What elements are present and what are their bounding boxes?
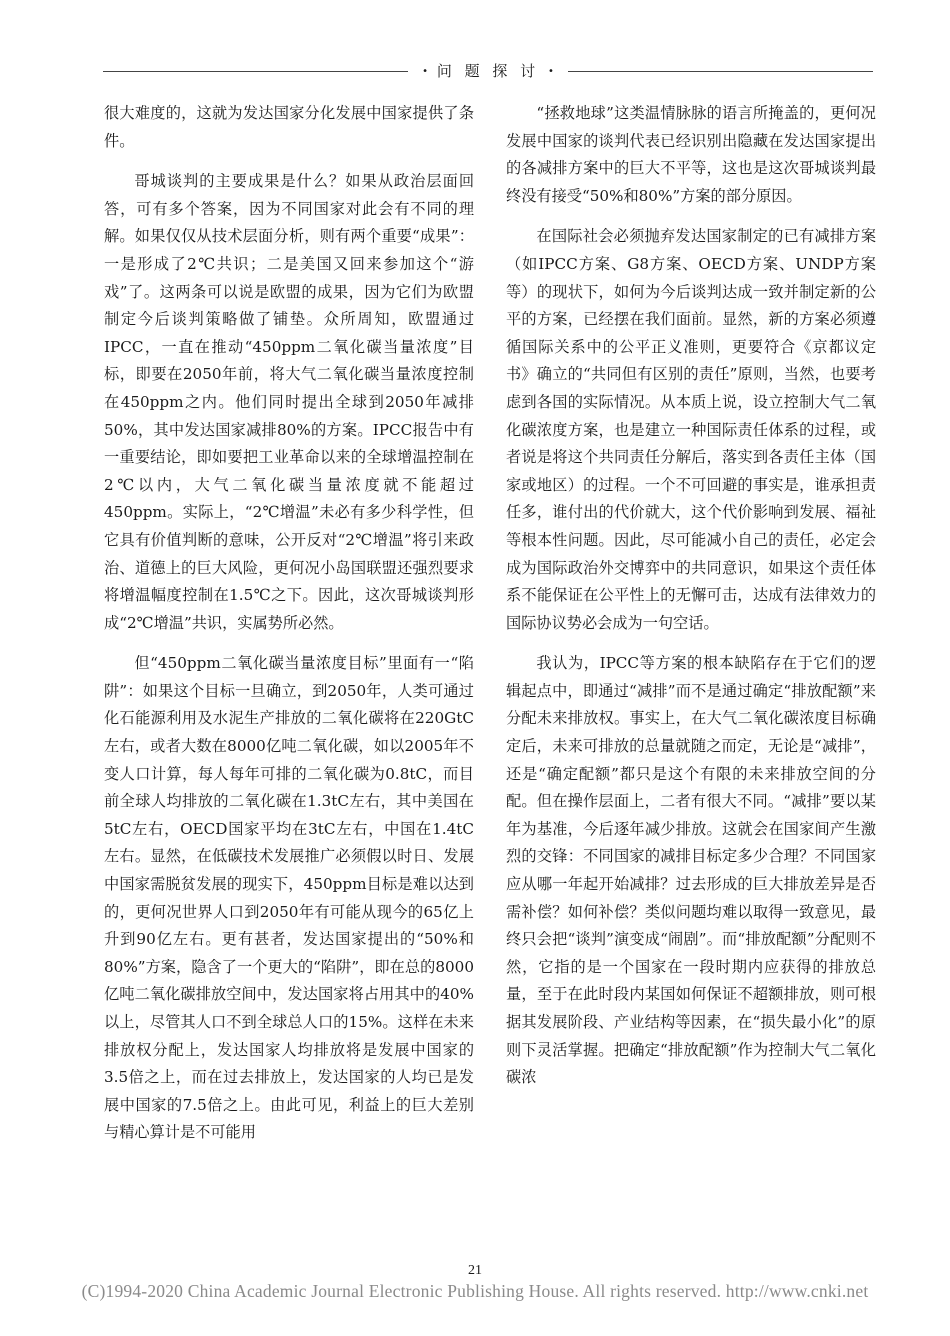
page-number: 21: [468, 1263, 482, 1278]
left-column: [104, 100, 474, 1147]
bullet-icon: •: [422, 66, 429, 77]
right-column: [506, 100, 876, 1092]
paragraph: 哥城谈判的主要成果是什么？如果从政治层面回答，可有多个答案，因为不同国家对此会有不同的理解。如果仅仅从技术层面分析，则有两个重要“成果”：一是形成了2℃共识；二是美国又回来参加这个“游戏”了。这两条可以说是欧盟的成果，因为它们为欧盟制定今后谈判策略做了铺垫。众所周知，欧盟通过IPCC，一直在推动“450ppm二氧化碳当量浓度”目标，即要在2050年前，将大气二氧化碳当量浓度控制在450ppm之内。他们同时提出全球到2050年减排50%，其中发达国家减排80%的方案。IPCC报告中有一重要结论，即如要把工业革命以来的全球增温控制在2℃以内，大气二氧化碳当量浓度就不能超过450ppm。实际上，“2℃增温”未必有多少科学性，但它具有价值判断的意味，公开反对“2℃增温”将引来政治、道德上的巨大风险，更何况小岛国联盟还强烈要求将增温幅度控制在1.5℃之下。因此，这次哥城谈判形成“2℃增温”共识，实属势所必然。: [104, 172, 474, 632]
paragraph: 但“450ppm二氧化碳当量浓度目标”里面有一“陷阱”：如果这个目标一旦确立，到2050年，人类可通过化石能源利用及水泥生产排放的二氧化碳将在220GtC左右，或者大数在8000亿吨二氧化碳，如以2005年不变人口计算，每人每年可排的二氧化碳为0.8tC，而目前全球人均排放的二氧化碳在1.3tC左右，其中美国在5tC左右，OECD国家平均在3tC左右，中国在1.4tC左右。显然，在低碳技术发展推广必须假以时日、发展中国家需脱贫发展的现实下，450ppm目标是难以达到的，更何况世界人口到2050年有可能从现今的65亿上升到90亿左右。更有甚者，发达国家提出的“50%和80%”方案，隐含了一个更大的“陷阱”，即在总的8000亿吨二氧化碳排放空间中，发达国家将占用其中的40%以上，尽管其人口不到全球总人口的15%。这样在未来排放权分配上，发达国家人均排放将是发展中国家的3.5倍之上，而在过去排放上，发达国家的人均已是发展中国家的7.5倍之上。由此可见，利益上的巨大差别与精心算计是不可能用: [104, 654, 474, 1142]
copyright-watermark: (C)1994-2020 China Academic Journal Electronic Publishing House. All rights reserved. http://www.cnki.net: [81, 1281, 869, 1301]
paragraph: 在国际社会必须抛弃发达国家制定的已有减排方案（如IPCC方案、G8方案、OECD方案、UNDP方案等）的现状下，如何为今后谈判达成一致并制定新的公平的方案，已经摆在我们面前。显然，新的方案必须遵循国际关系中的公平正义准则，更要符合《京都议定书》确立的“共同但有区别的责任”原则，当然，也要考虑到各国的实际情况。从本质上说，设立控制大气二氧化碳浓度方案，也是建立一种国际责任体系的过程，或者说是将这个共同责任分解后，落实到各责任主体（国家或地区）的过程。一个不可回避的事实是，谁承担责任多，谁付出的代价就大，这个代价影响到发展、福祉等根本性问题。因此，尽可能减小自己的责任，必定会成为国际政治外交博弈中的共同意识，如果这个责任体系不能保证在公平性上的无懈可击，达成有法律效力的国际协议势必会成为一句空话。: [506, 227, 876, 632]
bullet-icon: •: [547, 66, 554, 77]
running-header: [103, 60, 873, 84]
paragraph: 我认为，IPCC等方案的根本缺陷存在于它们的逻辑起点中，即通过“减排”而不是通过确定“排放配额”来分配未来排放权。事实上，在大气二氧化碳浓度目标确定后，未来可排放的总量就随之而定，无论是“减排”，还是“确定配额”都只是这个有限的未来排放空间的分配。但在操作层面上，二者有很大不同。“减排”要以某年为基准，今后逐年减少排放。这就会在国家间产生激烈的交锋：不同国家的减排目标定多少合理？不同国家应从哪一年起开始减排？过去形成的巨大排放差异是否需补偿？如何补偿？类似问题均难以取得一致意见，最终只会把“谈判”演变成“闹剧”。而“排放配额”分配则不然，它指的是一个国家在一段时期内应获得的排放总量，至于在此时段内某国如何保证不超额排放，则可根据其发展阶段、产业结构等因素，在“损失最小化”的原则下灵活掌握。把确定“排放配额”作为控制大气二氧化碳浓: [506, 654, 876, 1087]
header-rule-left: [103, 71, 408, 72]
paragraph: “拯救地球”这类温情脉脉的语言所掩盖的，更何况发展中国家的谈判代表已经识别出隐藏在发达国家提出的各减排方案中的巨大不平等，这也是这次哥城谈判最终没有接受“50%和80%”方案的部分原因。: [506, 104, 876, 205]
section-title-text: 问 题 探 讨: [436, 62, 540, 80]
section-title: [408, 60, 568, 83]
paragraph: 很大难度的，这就为发达国家分化发展中国家提供了条件。: [104, 104, 474, 150]
header-rule-right: [568, 71, 873, 72]
